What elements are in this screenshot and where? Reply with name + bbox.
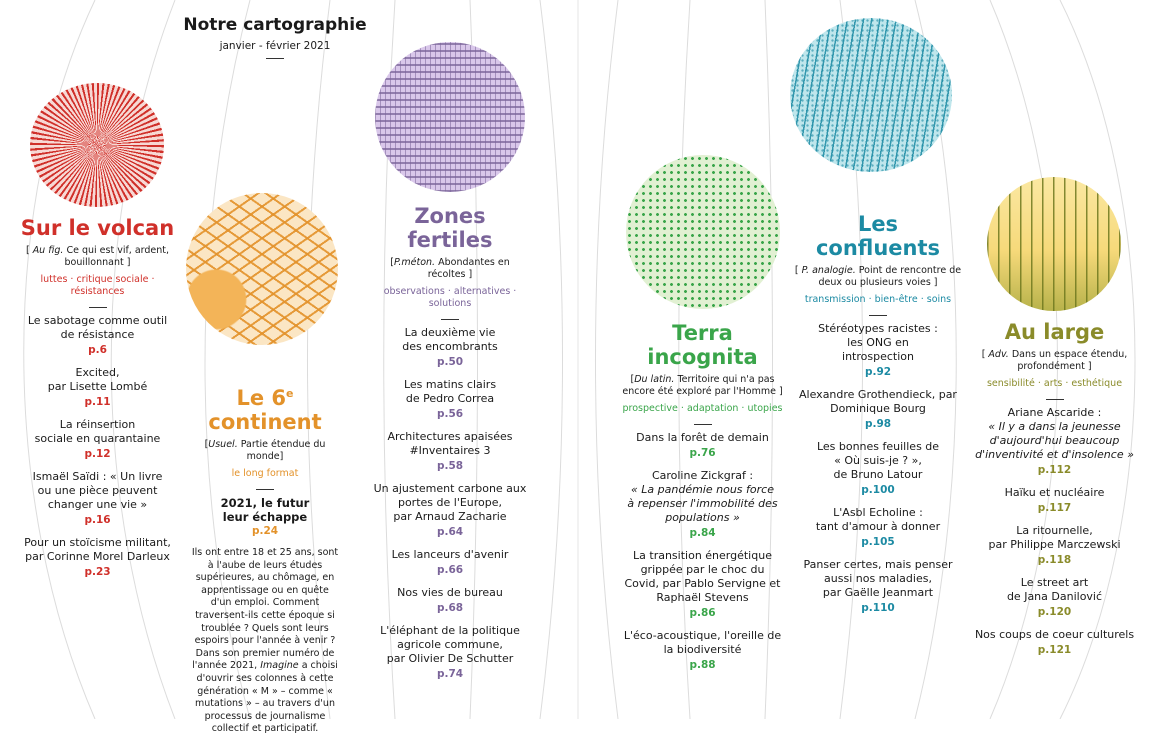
section-definition: [Du latin. Territoire qui n'a pas encore été exploré par l'Homme ] (622, 374, 783, 397)
article-item[interactable] (370, 430, 530, 473)
feature-text: Ils ont entre 18 et 25 ans, sont à l'aube de leurs études supérieures, au chômage, en apprentissage ou en quête d'un emploi. Comment traversent-ils cette époque si troublée ? Quels sont leurs espoirs pour l'année à venir ? Dans son premier numéro de l'année 2021, Imagine a choisi d'ouvrir ses colonnes à cette génération « M » – comme « mutations » – au travers d'un processus de journalisme collectif et participatif. (191, 547, 339, 735)
article-item[interactable] (620, 469, 785, 540)
article-item[interactable] (370, 586, 530, 615)
page-title: Notre cartographie (183, 15, 367, 35)
article-title: Pour un stoïcisme militant, par Corinne Morel Darleux (24, 536, 171, 563)
article-quote: « La pandémie nous force à repenser l'immobilité des populations » (627, 483, 778, 524)
article-title: Nos vies de bureau (397, 586, 503, 599)
article-page[interactable]: p.50 (436, 356, 464, 368)
section-confluents (793, 212, 963, 615)
article-item[interactable] (620, 629, 785, 672)
article-title: Ariane Ascaride : (1007, 406, 1102, 419)
section-definition: [ Adv. Dans un espace étendu, profondément ] (981, 349, 1128, 372)
section-keywords: transmission · bien-être · soins (804, 294, 952, 305)
section-keywords: le long format (231, 468, 299, 479)
article-title: Nos coups de coeur culturels (974, 628, 1135, 641)
article-title: Les bonnes feuilles de « Où suis-je ? », de Bruno Latour (816, 440, 940, 481)
article-item[interactable] (15, 470, 180, 527)
article-title: Haïku et nucléaire (1004, 486, 1105, 499)
article-title: La ritournelle, par Philippe Marczewski (988, 524, 1121, 551)
terra-illustration (626, 155, 780, 309)
article-item[interactable] (972, 524, 1137, 567)
article-title: Panser certes, mais penser aussi nos maladies, par Gaëlle Jeanmart (803, 558, 953, 599)
article-quote: « Il y a dans la jeunesse d'aujourd'hui beaucoup d'inventivité et d'insolence » (975, 420, 1134, 461)
article-page[interactable]: p.117 (1037, 502, 1072, 514)
article-title: La transition énergétique grippée par le choc du Covid, par Pablo Servigne et Raphaël Stevens (624, 549, 781, 604)
article-item[interactable] (15, 418, 180, 461)
divider (694, 424, 712, 425)
article-list (15, 314, 180, 579)
section-title: Au large (1004, 320, 1105, 344)
large-illustration (987, 177, 1121, 311)
article-page[interactable]: p.74 (436, 668, 464, 680)
article-page[interactable]: p.98 (864, 418, 892, 430)
divider (266, 58, 284, 59)
article-page[interactable]: p.6 (88, 344, 107, 356)
article-item[interactable] (793, 388, 963, 431)
article-page[interactable]: p.100 (861, 484, 895, 496)
article-list (370, 326, 530, 681)
feature-page[interactable]: p.24 (251, 525, 279, 537)
section-volcan (15, 216, 180, 579)
article-page[interactable]: p.84 (689, 527, 716, 539)
article-item[interactable] (370, 378, 530, 421)
confluents-illustration (790, 18, 952, 172)
article-page[interactable]: p.68 (436, 602, 464, 614)
section-title: Le 6e continent (208, 386, 322, 434)
fertiles-illustration (375, 42, 525, 192)
article-page[interactable]: p.105 (861, 536, 895, 548)
article-page[interactable]: p.11 (84, 396, 111, 408)
article-page[interactable]: p.64 (436, 526, 464, 538)
article-title: Architectures apaisées #Inventaires 3 (387, 430, 513, 457)
article-title: Alexandre Grothendieck, par Dominique Bourg (799, 388, 957, 415)
section-continent (190, 382, 340, 736)
article-list (620, 431, 785, 672)
section-definition: [P.méton. Abondantes en récoltes ] (390, 257, 510, 280)
section-keywords: sensibilité · arts · esthétique (986, 378, 1123, 389)
article-item[interactable] (972, 406, 1137, 477)
article-page[interactable]: p.110 (861, 602, 895, 614)
article-title: Ismaël Saïdi : « Un livre ou une pièce peuvent changer une vie » (32, 470, 163, 511)
section-definition: [Usuel. Partie étendue du monde] (204, 439, 326, 462)
article-page[interactable]: p.58 (436, 460, 464, 472)
divider (1046, 399, 1064, 400)
article-item[interactable] (793, 322, 963, 379)
article-title: Un ajustement carbone aux portes de l'Europe, par Arnaud Zacharie (373, 482, 527, 523)
section-fertiles (370, 204, 530, 681)
volcan-illustration (30, 83, 164, 207)
divider (256, 489, 274, 490)
article-item[interactable] (15, 366, 180, 409)
article-list (793, 322, 963, 615)
article-item[interactable] (370, 326, 530, 369)
section-terra (620, 321, 785, 672)
article-item[interactable] (370, 624, 530, 681)
continent-illustration (186, 193, 338, 345)
article-title: L'éléphant de la politique agricole commune, par Olivier De Schutter (380, 624, 520, 665)
article-page[interactable]: p.121 (1037, 644, 1072, 656)
divider (869, 315, 887, 316)
article-list (972, 406, 1137, 657)
page-header (180, 14, 370, 65)
article-title: L'éco-acoustique, l'oreille de la biodiversité (623, 629, 782, 656)
article-page[interactable]: p.112 (1037, 464, 1072, 476)
article-item[interactable] (972, 576, 1137, 619)
article-item[interactable] (15, 314, 180, 357)
section-title: Terra incognita (647, 321, 758, 369)
article-item[interactable] (793, 558, 963, 615)
article-title: Dans la forêt de demain (636, 431, 769, 444)
article-item[interactable] (15, 536, 180, 579)
article-title: Caroline Zickgraf : (651, 469, 754, 482)
article-page[interactable]: p.120 (1037, 606, 1072, 618)
section-keywords: luttes · critique sociale · résistances (40, 274, 155, 297)
section-title: Les confluents (815, 212, 941, 260)
article-title: Les lanceurs d'avenir (391, 548, 509, 561)
article-item[interactable] (793, 440, 963, 497)
feature-title[interactable]: 2021, le futur leur échappe (220, 496, 310, 524)
section-title: Sur le volcan (20, 216, 175, 240)
article-page[interactable]: p.66 (436, 564, 464, 576)
article-item[interactable] (370, 548, 530, 577)
divider (441, 319, 459, 320)
section-keywords: prospective · adaptation · utopies (622, 403, 783, 414)
article-title: Le street art de Jana Danilović (1006, 576, 1103, 603)
article-title: Le sabotage comme outil de résistance (27, 314, 168, 341)
article-title: La réinsertion sociale en quarantaine (34, 418, 161, 445)
article-page[interactable]: p.56 (436, 408, 464, 420)
article-page[interactable]: p.88 (689, 659, 716, 671)
section-definition: [ P. analogie. Point de rencontre de deux ou plusieurs voies ] (794, 265, 962, 288)
article-title: Stéréotypes racistes : les ONG en introspection (818, 322, 938, 363)
divider (89, 307, 107, 308)
article-item[interactable] (972, 486, 1137, 515)
article-item[interactable] (793, 506, 963, 549)
article-page[interactable]: p.16 (84, 514, 111, 526)
article-page[interactable]: p.86 (689, 607, 716, 619)
section-keywords: observations · alternatives · solutions (383, 286, 517, 309)
article-item[interactable] (620, 431, 785, 460)
article-item[interactable] (972, 628, 1137, 657)
article-title: L'Asbl Echoline : tant d'amour à donner (815, 506, 941, 533)
article-item[interactable] (620, 549, 785, 620)
article-title: Excited, par Lisette Lombé (47, 366, 148, 393)
article-page[interactable]: p.12 (84, 448, 111, 460)
section-title: Zones fertiles (407, 204, 493, 252)
article-page[interactable]: p.92 (864, 366, 892, 378)
article-page[interactable]: p.23 (84, 566, 111, 578)
article-page[interactable]: p.76 (689, 447, 716, 459)
article-item[interactable] (370, 482, 530, 539)
article-title: Les matins clairs de Pedro Correa (403, 378, 497, 405)
article-title: La deuxième vie des encombrants (402, 326, 498, 353)
section-large (972, 320, 1137, 657)
issue-date: janvier - février 2021 (219, 40, 331, 52)
article-page[interactable]: p.118 (1037, 554, 1072, 566)
section-definition: [ Au fig. Ce qui est vif, ardent, bouillonnant ] (25, 245, 170, 268)
